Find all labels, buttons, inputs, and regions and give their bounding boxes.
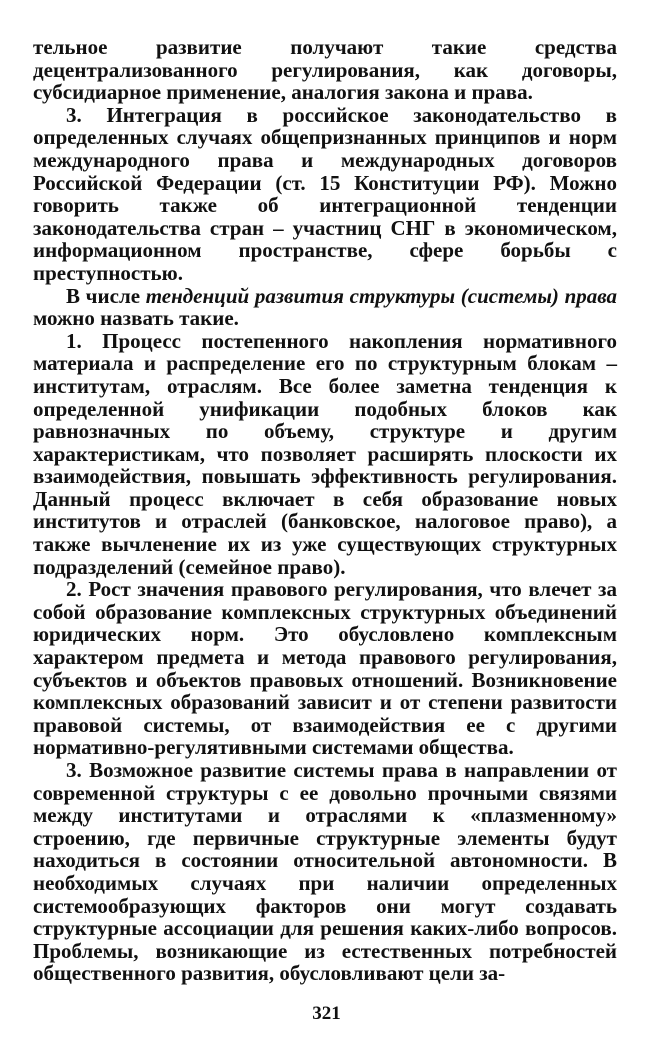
- paragraph-continuation: тельное развитие получают такие средства децентрализованного регулирования, как договоры, субсидиарное применение, аналогия закона и права.: [33, 35, 617, 105]
- paragraph-integration: 3. Интеграция в российское законодательство в определенных случаях общепризнанных принципов и норм международного права и международных договоров Российской Федерации (ст. 15 Конституции РФ). Можно говорить также об интеграционной тенденции законодательства стран – участниц СНГ в экономическом, информационном пространстве, сфере борьбы с преступностью.: [33, 102, 617, 285]
- paragraph-item-3: 3. Возможное развитие системы права в направлении от современной структуры с ее довольно прочными связями между институтами и отраслями к «плазменному» строению, где первичные структурные элементы будут находиться в состоянии относительной автономности. В необходимых случаях при наличии определенных системообразующих факторов они могут создавать структурные ассоциации для решения каких-либо вопросов. Проблемы, возникающие из естественных потребностей общественного развития, обусловливают цели за-: [33, 758, 617, 986]
- paragraph-item-1: 1. Процесс постепенного накопления нормативного материала и распределение его по структурным блокам – институтам, отраслям. Все более заметна тенденция к определенной унификации подобных блоков как равнозначных по объему, структуре и другим характеристикам, что позволяет расширять плоскости их взаимодействия, повышать эффективность регулирования. Данный процесс включает в себя образование новых институтов и отраслей (банковское, налоговое право), а также вычленение их из уже существующих структурных подразделений (семейное право).: [33, 328, 617, 579]
- paragraph-structure-intro: [33, 285, 617, 330]
- intro-text-after: можно назвать такие.: [33, 306, 239, 331]
- page-number: 321: [312, 1003, 341, 1024]
- intro-text-before: В числе: [66, 283, 146, 308]
- paragraph-item-2: 2. Рост значения правового регулирования, что влечет за собой образование комплексных структурных объединений юридических норм. Это обусловлено комплексным характером предмета и метода правового регулирования, субъектов и объектов правовых отношений. Возникновение комплексных образований зависит и от степени развитости правовой системы, от взаимодействия ее с другими нормативно-регулятивными системами общества.: [33, 577, 617, 760]
- intro-italic-term: тенденций развития структуры (системы) права: [145, 283, 617, 308]
- page-body: [33, 36, 617, 985]
